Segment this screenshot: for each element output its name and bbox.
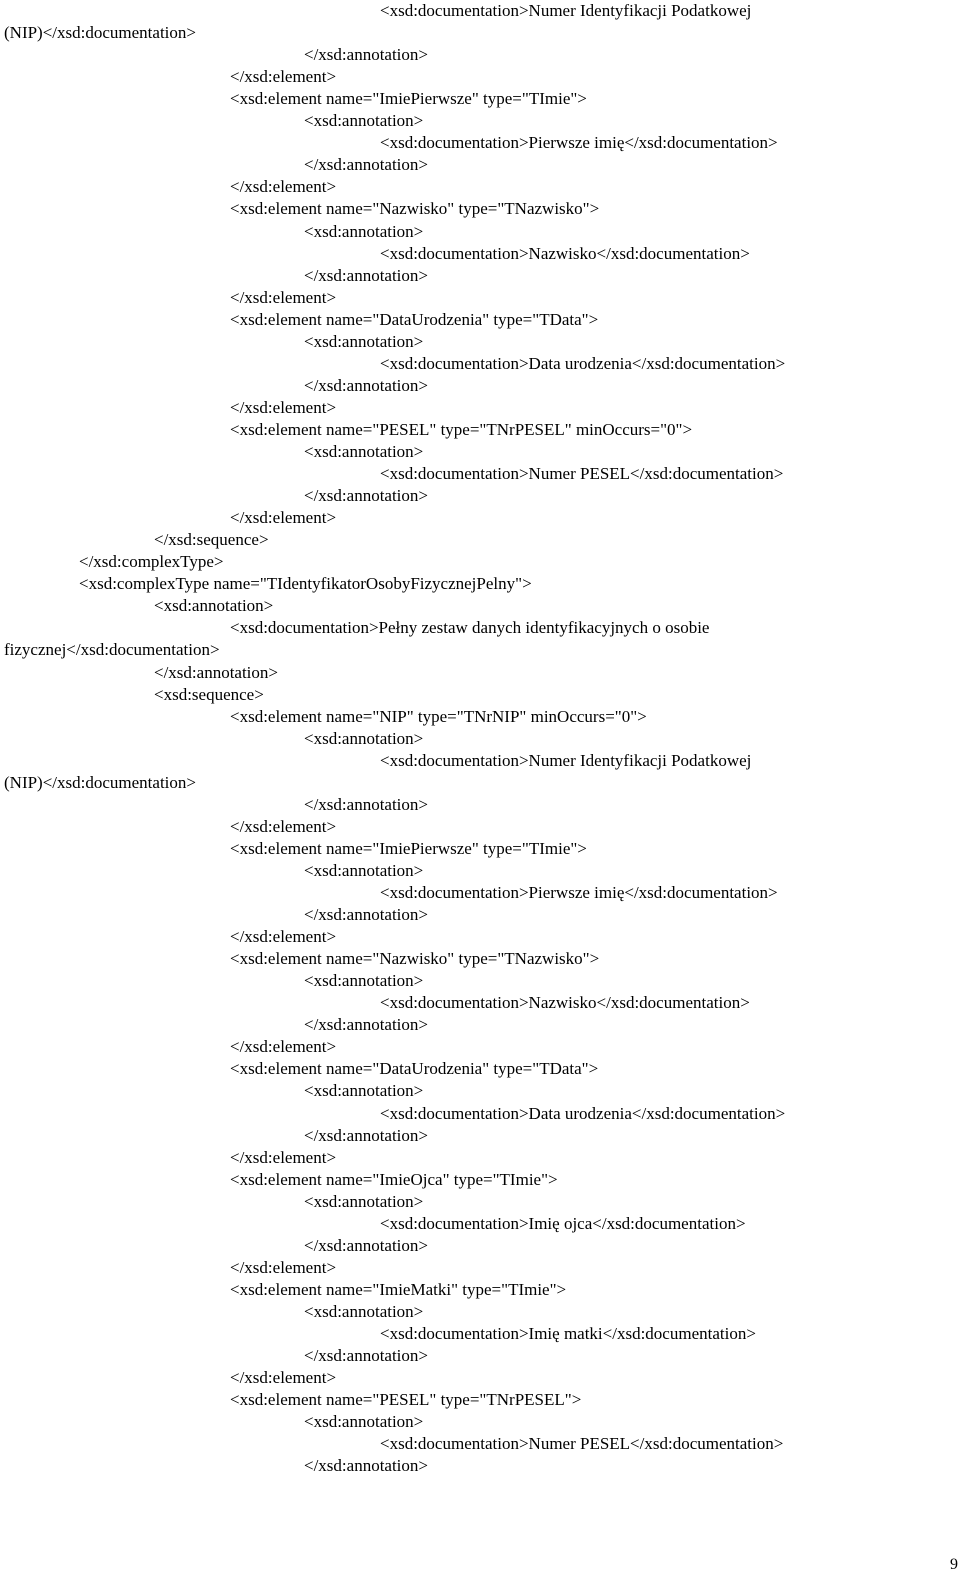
code-line: <xsd:annotation> bbox=[304, 1081, 424, 1101]
code-line: </xsd:annotation> bbox=[304, 1235, 428, 1255]
code-line: </xsd:element> bbox=[230, 287, 337, 307]
code-line: <xsd:element name="DataUrodzenia" type="TData"> bbox=[230, 309, 599, 329]
code-line: <xsd:documentation>Pierwsze imię</xsd:documentation> bbox=[380, 883, 778, 902]
code-line: </xsd:annotation> bbox=[304, 794, 428, 814]
code-line: <xsd:annotation> bbox=[304, 860, 424, 880]
code-line: <xsd:annotation> bbox=[304, 442, 424, 461]
code-line: </xsd:element> bbox=[230, 67, 337, 87]
code-line: </xsd:element> bbox=[230, 1037, 337, 1057]
code-line: <xsd:documentation>Imię matki</xsd:documentation> bbox=[380, 1324, 756, 1343]
code-line: <xsd:annotation> bbox=[154, 596, 274, 616]
code-line: <xsd:documentation>Nazwisko</xsd:documentation> bbox=[380, 993, 750, 1013]
code-line: <xsd:element name="DataUrodzenia" type="TData"> bbox=[230, 1059, 599, 1079]
page-number: 9 bbox=[950, 1556, 958, 1573]
code-line: </xsd:element> bbox=[230, 508, 337, 528]
code-line: </xsd:complexType> bbox=[79, 552, 224, 572]
code-line: <xsd:element name="ImieMatki" type="TImie"> bbox=[230, 1279, 567, 1299]
code-line: </xsd:annotation> bbox=[304, 155, 428, 175]
code-line: (NIP)</xsd:documentation> bbox=[4, 23, 196, 43]
code-line: </xsd:annotation> bbox=[154, 662, 278, 682]
code-line: <xsd:documentation>Numer PESEL</xsd:documentation> bbox=[380, 1434, 784, 1454]
code-line: <xsd:documentation>Imię ojca</xsd:documentation> bbox=[380, 1213, 746, 1233]
code-line: <xsd:annotation> bbox=[304, 728, 424, 748]
code-line: <xsd:element name="NIP" type="TNrNIP" minOccurs="0"> bbox=[230, 706, 647, 726]
code-line: </xsd:element> bbox=[230, 397, 337, 417]
code-line: <xsd:element name="ImieOjca" type="TImie"> bbox=[230, 1169, 558, 1189]
code-line: <xsd:annotation> bbox=[304, 221, 424, 241]
code-line: <xsd:annotation> bbox=[304, 971, 424, 991]
code-line: <xsd:sequence> bbox=[154, 684, 264, 704]
code-line: <xsd:documentation>Data urodzenia</xsd:documentation> bbox=[380, 353, 786, 373]
code-line: <xsd:element name="PESEL" type="TNrPESEL" minOccurs="0"> bbox=[230, 419, 693, 439]
code-line: <xsd:documentation>Numer PESEL</xsd:documentation> bbox=[380, 464, 784, 484]
code-line: </xsd:annotation> bbox=[304, 265, 428, 285]
code-line: </xsd:element> bbox=[230, 177, 337, 197]
code-line: <xsd:documentation>Data urodzenia</xsd:documentation> bbox=[380, 1103, 786, 1123]
code-line: </xsd:annotation> bbox=[304, 486, 428, 506]
code-line: <xsd:documentation>Pierwsze imię</xsd:documentation> bbox=[380, 133, 778, 153]
code-line: </xsd:annotation> bbox=[304, 1125, 428, 1145]
code-line: <xsd:documentation>Numer Identyfikacji Podatkowej bbox=[380, 1, 752, 20]
code-line: <xsd:element name="ImiePierwsze" type="TImie"> bbox=[230, 89, 587, 109]
code-line: </xsd:annotation> bbox=[304, 45, 428, 65]
code-line: </xsd:element> bbox=[230, 816, 337, 836]
code-line: </xsd:annotation> bbox=[304, 1346, 428, 1366]
code-line: fizycznej</xsd:documentation> bbox=[4, 640, 220, 660]
code-line: <xsd:annotation> bbox=[304, 1301, 424, 1321]
code-line: </xsd:annotation> bbox=[304, 1456, 428, 1476]
code-line: </xsd:element> bbox=[230, 1257, 337, 1277]
code-line: </xsd:sequence> bbox=[154, 530, 269, 550]
code-line: </xsd:annotation> bbox=[304, 905, 428, 925]
code-line: <xsd:element name="Nazwisko" type="TNazwisko"> bbox=[230, 199, 600, 219]
code-line: <xsd:annotation> bbox=[304, 111, 424, 131]
code-line: </xsd:element> bbox=[230, 1147, 337, 1167]
code-line: <xsd:element name="Nazwisko" type="TNazwisko"> bbox=[230, 949, 600, 969]
code-line: </xsd:element> bbox=[230, 927, 337, 947]
code-line: (NIP)</xsd:documentation> bbox=[4, 772, 196, 792]
code-line: <xsd:documentation>Nazwisko</xsd:documentation> bbox=[380, 243, 750, 263]
code-line: <xsd:documentation>Pełny zestaw danych identyfikacyjnych o osobie bbox=[230, 618, 710, 638]
code-line: </xsd:element> bbox=[230, 1368, 337, 1388]
code-line: <xsd:element name="ImiePierwsze" type="TImie"> bbox=[230, 838, 587, 858]
code-line: </xsd:annotation> bbox=[304, 1015, 428, 1035]
code-line: <xsd:annotation> bbox=[304, 1191, 424, 1211]
code-line: <xsd:element name="PESEL" type="TNrPESEL"> bbox=[230, 1390, 582, 1410]
code-line: </xsd:annotation> bbox=[304, 375, 428, 395]
code-line: <xsd:annotation> bbox=[304, 1412, 424, 1432]
code-line: <xsd:annotation> bbox=[304, 331, 424, 351]
code-line: <xsd:complexType name="TIdentyfikatorOsobyFizycznejPelny"> bbox=[79, 574, 532, 594]
code-line: <xsd:documentation>Numer Identyfikacji Podatkowej bbox=[380, 750, 752, 770]
